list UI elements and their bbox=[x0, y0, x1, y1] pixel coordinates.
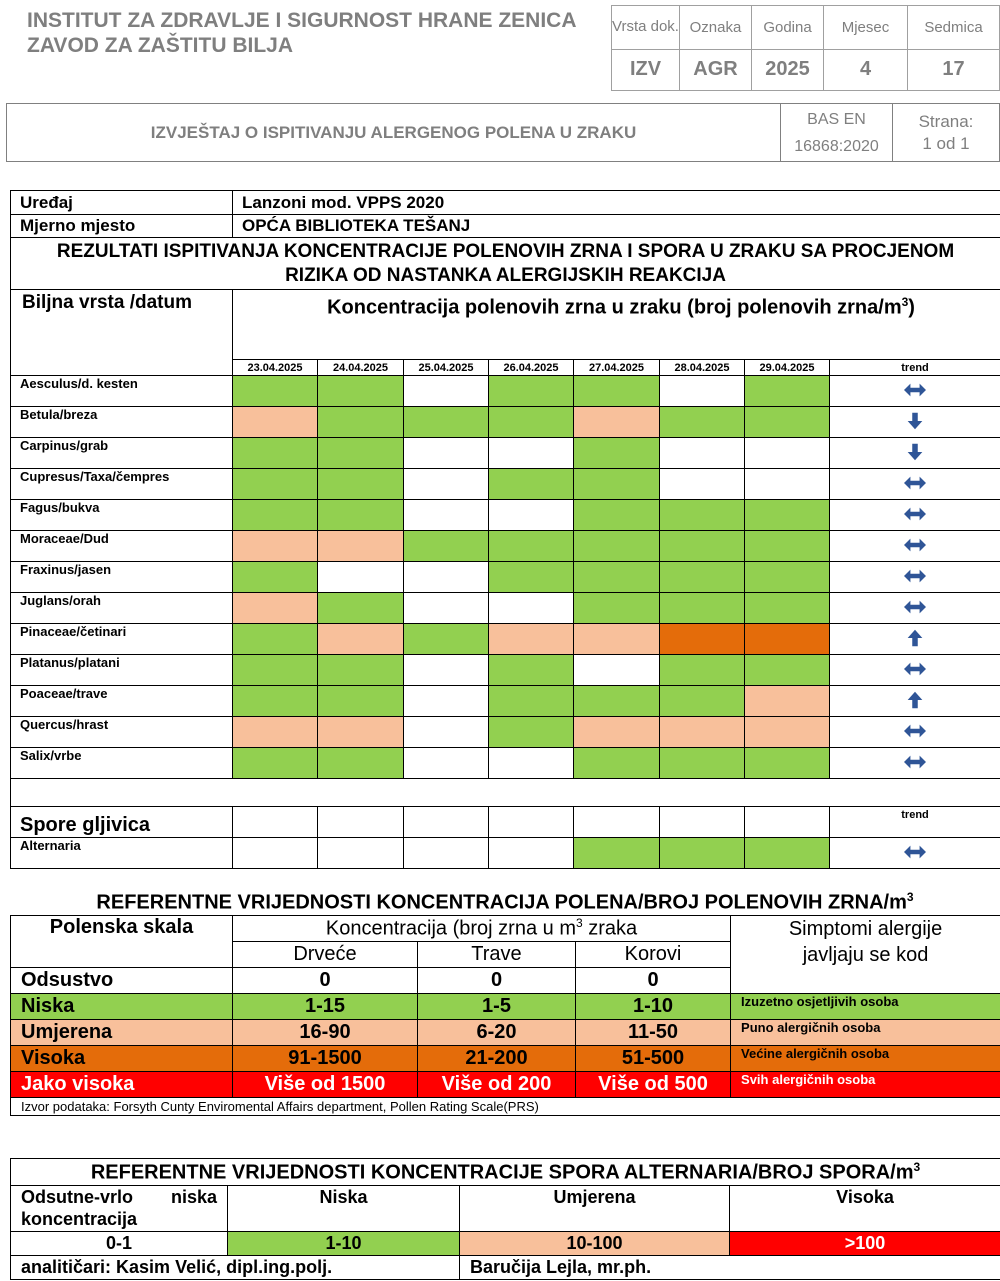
trend-stable-icon bbox=[830, 500, 1000, 531]
conc-label-close: zraka bbox=[582, 917, 638, 940]
organization-name bbox=[27, 8, 597, 58]
concentration-header bbox=[233, 290, 1000, 360]
col-weeds: Korovi bbox=[576, 942, 731, 968]
level-cell-niska bbox=[233, 624, 318, 655]
ref-value: Više od 1500 bbox=[233, 1072, 418, 1098]
ref-pollen-row bbox=[11, 1072, 1000, 1098]
species-name: Carpinus/grab bbox=[11, 438, 233, 469]
ref-level-name: Umjerena bbox=[11, 1020, 233, 1046]
level-cell-niska bbox=[489, 469, 574, 500]
ref-value: 0 bbox=[418, 968, 576, 994]
level-cell-umjerena bbox=[233, 717, 318, 748]
ref-pollen-row bbox=[11, 1046, 1000, 1072]
level-cell-odsustvo bbox=[660, 438, 745, 469]
spores-empty-cell bbox=[489, 807, 574, 838]
level-cell-odsustvo bbox=[489, 748, 574, 779]
date-header: 24.04.2025 bbox=[318, 360, 404, 376]
ref-symptom: Puno alergičnih osoba bbox=[731, 1020, 1000, 1046]
level-cell-odsustvo bbox=[318, 562, 404, 593]
device-value: Lanzoni mod. VPPS 2020 bbox=[233, 191, 1000, 215]
level-cell-niska bbox=[489, 531, 574, 562]
ref-value: 11-50 bbox=[576, 1020, 731, 1046]
level-cell-niska bbox=[745, 748, 830, 779]
spore-row bbox=[11, 838, 1000, 869]
level-cell-niska bbox=[233, 562, 318, 593]
pollen-results-table bbox=[10, 190, 1000, 869]
species-name: Poaceae/trave bbox=[11, 686, 233, 717]
level-cell-niska bbox=[745, 376, 830, 407]
ref-spores-val-0: 0-1 bbox=[11, 1232, 228, 1256]
doc-type-value: IZV bbox=[612, 49, 680, 91]
level-cell-umjerena bbox=[574, 717, 660, 748]
trend-up-icon bbox=[830, 686, 1000, 717]
level-cell-niska bbox=[233, 469, 318, 500]
doc-year-value: 2025 bbox=[752, 49, 824, 91]
trend-stable-icon bbox=[830, 748, 1000, 779]
spores-empty-cell bbox=[745, 807, 830, 838]
date-header: 27.04.2025 bbox=[574, 360, 660, 376]
level-cell-umjerena bbox=[233, 593, 318, 624]
species-name: Betula/breza bbox=[11, 407, 233, 438]
level-cell-niska bbox=[574, 376, 660, 407]
level-cell-odsustvo bbox=[404, 438, 489, 469]
pollen-row bbox=[11, 717, 1000, 748]
species-name: Salix/vrbe bbox=[11, 748, 233, 779]
device-label: Uređaj bbox=[11, 191, 233, 215]
date-header: 23.04.2025 bbox=[233, 360, 318, 376]
trend-down-icon bbox=[830, 438, 1000, 469]
level-cell-umjerena bbox=[489, 624, 574, 655]
symptoms-label: Simptomi alergije javljaju se kod bbox=[731, 916, 1000, 994]
pollen-row bbox=[11, 624, 1000, 655]
ref-value: 91-1500 bbox=[233, 1046, 418, 1072]
standard-box bbox=[781, 104, 893, 162]
trend-stable-icon bbox=[830, 655, 1000, 686]
location-value: OPĆA BIBLIOTEKA TEŠANJ bbox=[233, 215, 1000, 238]
level-cell-niska bbox=[660, 407, 745, 438]
ref-symptom: Većine alergičnih osoba bbox=[731, 1046, 1000, 1072]
date-header: 26.04.2025 bbox=[489, 360, 574, 376]
conc-label-text: Koncentracija (broj zrna u m bbox=[325, 917, 576, 940]
pollen-row bbox=[11, 438, 1000, 469]
trend-stable-icon bbox=[830, 376, 1000, 407]
level-cell-niska bbox=[574, 686, 660, 717]
pollen-row bbox=[11, 593, 1000, 624]
level-cell-niska bbox=[574, 438, 660, 469]
spores-empty-cell bbox=[318, 807, 404, 838]
org-line-2: ZAVOD ZA ZAŠTITU BILJA bbox=[27, 34, 293, 57]
ref-value: Više od 200 bbox=[418, 1072, 576, 1098]
level-cell-niska bbox=[574, 531, 660, 562]
ref-source-row bbox=[11, 1098, 1000, 1116]
report-title-box bbox=[6, 103, 1000, 162]
level-cell-odsustvo bbox=[489, 838, 574, 869]
ref-value: 6-20 bbox=[418, 1020, 576, 1046]
ref-spores-val-3: >100 bbox=[730, 1232, 1000, 1256]
level-cell-niska bbox=[574, 500, 660, 531]
species-name: Cupresus/Taxa/čempres bbox=[11, 469, 233, 500]
level-cell-niska bbox=[233, 376, 318, 407]
level-cell-niska bbox=[404, 624, 489, 655]
analysts-left: analitičari: Kasim Velić, dipl.ing.polj. bbox=[11, 1256, 460, 1280]
page-label: Strana: bbox=[918, 111, 974, 131]
col-grasses: Trave bbox=[418, 942, 576, 968]
level-cell-niska bbox=[318, 376, 404, 407]
level-cell-niska bbox=[660, 655, 745, 686]
level-cell-niska bbox=[233, 438, 318, 469]
species-name: Fraxinus/jasen bbox=[11, 562, 233, 593]
ref-value: 1-15 bbox=[233, 994, 418, 1020]
level-cell-umjerena bbox=[745, 686, 830, 717]
level-cell-niska bbox=[318, 407, 404, 438]
ref-value: 51-500 bbox=[576, 1046, 731, 1072]
spores-trend-header: trend bbox=[830, 807, 1000, 838]
level-cell-umjerena bbox=[745, 717, 830, 748]
pollen-row bbox=[11, 562, 1000, 593]
doc-year-label: Godina bbox=[752, 6, 824, 50]
level-cell-niska bbox=[318, 469, 404, 500]
standard-line-1: BAS EN bbox=[807, 110, 866, 128]
species-name: Aesculus/d. kesten bbox=[11, 376, 233, 407]
level-cell-niska bbox=[660, 686, 745, 717]
ref-value: 0 bbox=[576, 968, 731, 994]
species-name: Quercus/hrast bbox=[11, 717, 233, 748]
results-title: REZULTATI ISPITIVANJA KONCENTRACIJE POLENOVIH ZRNA I SPORA U ZRAKU SA PROCJENOM RIZIKA OD NASTANKA ALERGIJSKIH REAKCIJA bbox=[11, 238, 1000, 290]
level-cell-niska bbox=[318, 438, 404, 469]
ref-pollen-title bbox=[10, 890, 1000, 915]
species-name: Platanus/platani bbox=[11, 655, 233, 686]
document-info-table bbox=[611, 5, 1000, 91]
trend-stable-icon bbox=[830, 562, 1000, 593]
level-cell-niska bbox=[489, 562, 574, 593]
level-cell-niska bbox=[233, 748, 318, 779]
page-box bbox=[893, 104, 1000, 162]
ref-source: Izvor podataka: Forsyth Cunty Enviromental Affairs department, Pollen Rating Scale(PRS) bbox=[11, 1098, 1000, 1116]
species-name: Alternaria bbox=[11, 838, 233, 869]
level-cell-odsustvo bbox=[404, 748, 489, 779]
species-name: Pinaceae/četinari bbox=[11, 624, 233, 655]
standard-line-2: 16868:2020 bbox=[794, 137, 879, 155]
ref-symptom: Svih alergičnih osoba bbox=[731, 1072, 1000, 1098]
level-cell-niska bbox=[574, 562, 660, 593]
level-cell-niska bbox=[318, 686, 404, 717]
pollen-row bbox=[11, 376, 1000, 407]
ref-spores-title-text: REFERENTNE VRIJEDNOSTI KONCENTRACIJE SPORA ALTERNARIA/BROJ SPORA/m bbox=[90, 1161, 914, 1184]
level-cell-odsustvo bbox=[404, 655, 489, 686]
pollen-row bbox=[11, 407, 1000, 438]
pollen-row bbox=[11, 686, 1000, 717]
date-header: 29.04.2025 bbox=[745, 360, 830, 376]
spores-title: Spore gljivica bbox=[11, 807, 233, 838]
ref-spores-head-0: Odsutne-vrlo niska koncentracija bbox=[11, 1186, 228, 1232]
trend-up-icon bbox=[830, 624, 1000, 655]
page-number: 1 od 1 bbox=[922, 133, 970, 153]
spores-empty-cell bbox=[233, 807, 318, 838]
level-cell-odsustvo bbox=[489, 438, 574, 469]
level-cell-odsustvo bbox=[660, 469, 745, 500]
level-cell-niska bbox=[489, 686, 574, 717]
report-title: IZVJEŠTAJ O ISPITIVANJU ALERGENOG POLENA U ZRAKU bbox=[7, 104, 781, 162]
ref-level-name: Visoka bbox=[11, 1046, 233, 1072]
ref-symptom: Izuzetno osjetljivih osoba bbox=[731, 994, 1000, 1020]
level-cell-odsustvo bbox=[489, 500, 574, 531]
level-cell-niska bbox=[660, 562, 745, 593]
doc-month-label: Mjesec bbox=[824, 6, 908, 50]
org-line-1: INSTITUT ZA ZDRAVLJE I SIGURNOST HRANE ZENICA bbox=[27, 9, 577, 32]
level-cell-odsustvo bbox=[404, 686, 489, 717]
level-cell-odsustvo bbox=[404, 469, 489, 500]
scale-label: Polenska skala bbox=[11, 916, 233, 968]
concentration-header-sup: 3 bbox=[901, 295, 909, 309]
spores-header-row bbox=[11, 807, 1000, 838]
ref-spores-title bbox=[11, 1159, 1000, 1186]
doc-month-value: 4 bbox=[824, 49, 908, 91]
level-cell-odsustvo bbox=[404, 562, 489, 593]
pollen-row bbox=[11, 531, 1000, 562]
ref-value: 1-5 bbox=[418, 994, 576, 1020]
species-name: Moraceae/Dud bbox=[11, 531, 233, 562]
ref-pollen-row bbox=[11, 994, 1000, 1020]
level-cell-umjerena bbox=[233, 407, 318, 438]
level-cell-umjerena bbox=[318, 624, 404, 655]
level-cell-odsustvo bbox=[404, 376, 489, 407]
ref-spores-val-2: 10-100 bbox=[460, 1232, 730, 1256]
ref-level-name: Odsustvo bbox=[11, 968, 233, 994]
ref-spores-head-1: Niska bbox=[228, 1186, 460, 1232]
level-cell-niska bbox=[745, 500, 830, 531]
spores-empty-cell bbox=[660, 807, 745, 838]
level-cell-niska bbox=[660, 500, 745, 531]
species-name: Juglans/orah bbox=[11, 593, 233, 624]
level-cell-niska bbox=[318, 655, 404, 686]
ref-spores-title-sup: 3 bbox=[913, 1159, 921, 1174]
level-cell-niska bbox=[404, 531, 489, 562]
ref-level-name: Niska bbox=[11, 994, 233, 1020]
level-cell-umjerena bbox=[574, 407, 660, 438]
level-cell-odsustvo bbox=[318, 838, 404, 869]
level-cell-odsustvo bbox=[404, 717, 489, 748]
conc-label bbox=[233, 916, 731, 942]
col-trees: Drveće bbox=[233, 942, 418, 968]
level-cell-niska bbox=[404, 407, 489, 438]
level-cell-umjerena bbox=[233, 531, 318, 562]
ref-level-name: Jako visoka bbox=[11, 1072, 233, 1098]
level-cell-odsustvo bbox=[404, 593, 489, 624]
level-cell-niska bbox=[574, 469, 660, 500]
level-cell-niska bbox=[660, 593, 745, 624]
level-cell-niska bbox=[489, 407, 574, 438]
level-cell-odsustvo bbox=[745, 438, 830, 469]
trend-down-icon bbox=[830, 407, 1000, 438]
spores-empty-cell bbox=[404, 807, 489, 838]
ref-spores-head-2: Umjerena bbox=[460, 1186, 730, 1232]
ref-value: 0 bbox=[233, 968, 418, 994]
level-cell-odsustvo bbox=[404, 500, 489, 531]
trend-stable-icon bbox=[830, 717, 1000, 748]
level-cell-niska bbox=[489, 717, 574, 748]
level-cell-niska bbox=[233, 500, 318, 531]
ref-value: 1-10 bbox=[576, 994, 731, 1020]
doc-week-label: Sedmica bbox=[908, 6, 1000, 50]
pollen-row bbox=[11, 469, 1000, 500]
level-cell-odsustvo bbox=[404, 838, 489, 869]
species-name: Fagus/bukva bbox=[11, 500, 233, 531]
level-cell-visoka bbox=[745, 624, 830, 655]
date-header: 25.04.2025 bbox=[404, 360, 489, 376]
pollen-row bbox=[11, 748, 1000, 779]
level-cell-niska bbox=[745, 593, 830, 624]
level-cell-niska bbox=[745, 655, 830, 686]
level-cell-odsustvo bbox=[660, 376, 745, 407]
level-cell-niska bbox=[318, 748, 404, 779]
doc-type-label: Vrsta dok. bbox=[612, 6, 680, 50]
level-cell-niska bbox=[660, 748, 745, 779]
species-header: Biljna vrsta /datum bbox=[11, 290, 233, 376]
pollen-row bbox=[11, 500, 1000, 531]
doc-week-value: 17 bbox=[908, 49, 1000, 91]
pollen-row bbox=[11, 655, 1000, 686]
ref-value: Više od 500 bbox=[576, 1072, 731, 1098]
analysts-right: Baručija Lejla, mr.ph. bbox=[460, 1256, 1000, 1280]
level-cell-odsustvo bbox=[489, 593, 574, 624]
ref-pollen-table bbox=[10, 915, 1000, 1116]
level-cell-niska bbox=[233, 655, 318, 686]
level-cell-umjerena bbox=[318, 717, 404, 748]
level-cell-odsustvo bbox=[745, 469, 830, 500]
level-cell-niska bbox=[489, 655, 574, 686]
spacer-row bbox=[11, 779, 1000, 807]
level-cell-niska bbox=[574, 748, 660, 779]
doc-code-value: AGR bbox=[680, 49, 752, 91]
spacer-cell bbox=[11, 779, 1000, 807]
level-cell-niska bbox=[489, 376, 574, 407]
ref-spores-table bbox=[10, 1158, 1000, 1280]
level-cell-niska bbox=[745, 531, 830, 562]
ref-pollen-row bbox=[11, 1020, 1000, 1046]
level-cell-umjerena bbox=[660, 717, 745, 748]
ref-value: 16-90 bbox=[233, 1020, 418, 1046]
ref-spores-val-1: 1-10 bbox=[228, 1232, 460, 1256]
concentration-header-text: Koncentracija polenovih zrna u zraku (broj polenovih zrna/m bbox=[327, 296, 902, 319]
level-cell-niska bbox=[660, 838, 745, 869]
conc-label-sup: 3 bbox=[575, 916, 583, 931]
spores-empty-cell bbox=[574, 807, 660, 838]
level-cell-niska bbox=[745, 562, 830, 593]
ref-spores-head-3: Visoka bbox=[730, 1186, 1000, 1232]
level-cell-niska bbox=[745, 407, 830, 438]
level-cell-niska bbox=[233, 686, 318, 717]
level-cell-niska bbox=[318, 593, 404, 624]
trend-header: trend bbox=[830, 360, 1000, 376]
trend-stable-icon bbox=[830, 469, 1000, 500]
level-cell-odsustvo bbox=[574, 655, 660, 686]
level-cell-niska bbox=[660, 531, 745, 562]
level-cell-visoka bbox=[660, 624, 745, 655]
ref-value: 21-200 bbox=[418, 1046, 576, 1072]
level-cell-odsustvo bbox=[233, 838, 318, 869]
date-header: 28.04.2025 bbox=[660, 360, 745, 376]
trend-stable-icon bbox=[830, 593, 1000, 624]
ref-pollen-title-text: REFERENTNE VRIJEDNOSTI KONCENTRACIJA POLENA/BROJ POLENOVIH ZRNA/m bbox=[96, 891, 907, 914]
doc-code-label: Oznaka bbox=[680, 6, 752, 50]
level-cell-niska bbox=[574, 838, 660, 869]
trend-stable-icon bbox=[830, 531, 1000, 562]
concentration-header-close: ) bbox=[908, 296, 915, 319]
level-cell-niska bbox=[574, 593, 660, 624]
location-label: Mjerno mjesto bbox=[11, 215, 233, 238]
trend-stable-icon bbox=[830, 838, 1000, 869]
level-cell-niska bbox=[318, 500, 404, 531]
level-cell-umjerena bbox=[318, 531, 404, 562]
level-cell-niska bbox=[745, 838, 830, 869]
ref-pollen-title-sup: 3 bbox=[906, 890, 914, 904]
level-cell-umjerena bbox=[574, 624, 660, 655]
